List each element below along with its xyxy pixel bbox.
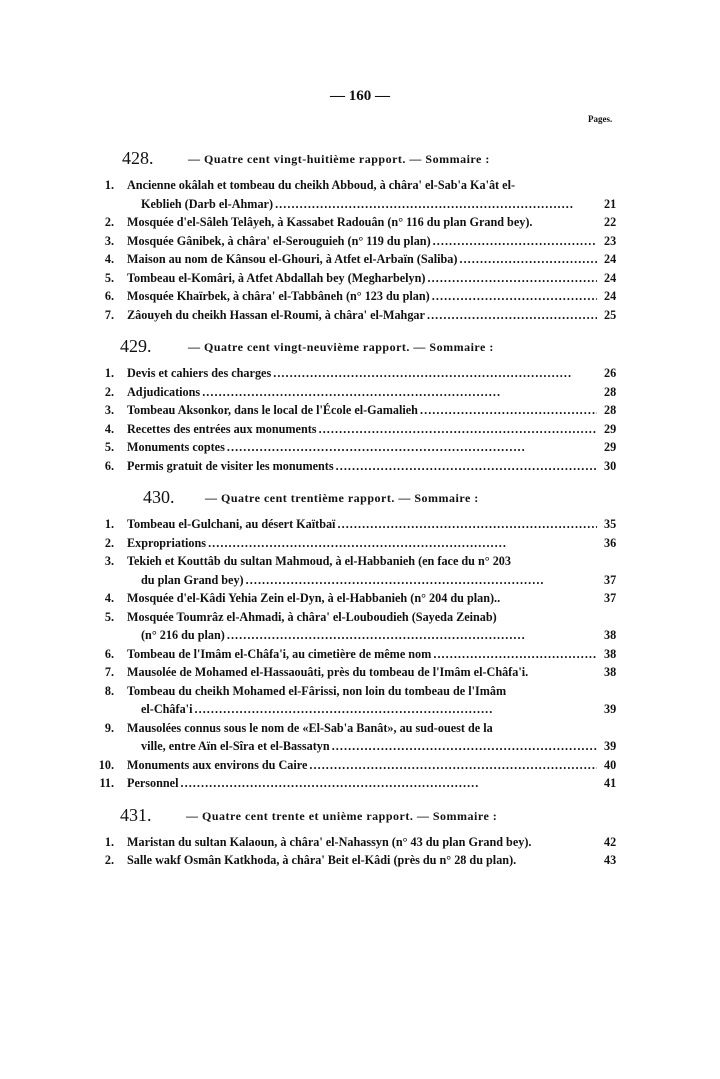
entry-line: Salle wakf Osmân Katkhoda, à châra' Beit el-Kâdi (près du n° 28 du plan). [127,853,517,867]
entry-line: Mausolée de Mohamed el-Hassaouâti, près du tombeau de l'Imâm el-Châfa'i. [127,665,529,679]
entry-line: du plan Grand bey) . . . [127,571,597,590]
entry-text [127,663,597,682]
entry-line: Mosquée d'el-Sâleh Telâyeh, à Kassabet Radouân (n° 116 du plan Grand bey). [127,215,533,229]
entry-text [127,438,597,457]
entry-number: 6. [104,458,114,473]
entry-number: 11. [99,776,114,790]
entry-line: Tombeau el-Komâri, à Atfet Abdallah bey (Megharbelyn) . . . [127,269,597,288]
entry-number: 1. [104,178,114,192]
entry-list [0,364,720,475]
entry-list [0,515,720,793]
entry-line: Permis gratuit de visiter les monuments . . . [127,457,597,476]
entry-page: 39 [604,739,617,753]
entry-number: 4. [104,591,114,605]
section-number: 430. [143,487,175,507]
entry-page: 40 [604,757,617,772]
entry-number: 2. [104,853,114,867]
entry-line: ville, entre Aïn el-Sîra et el-Bassatyn . . . [127,737,597,756]
list-item [0,232,720,251]
entry-number: 3. [104,554,114,568]
entry-number: 1. [104,366,114,380]
section-title: — Quatre cent vingt-neuvième rapport. — Sommaire : [188,340,494,354]
entry-page: 24 [604,289,617,303]
entry-line: Personnel . . . [127,774,597,793]
entry-text [127,420,597,439]
entry-text [127,269,597,288]
entry-text [127,306,597,325]
section-heading [0,803,720,833]
entry-number: 10. [98,757,114,772]
entry-page: 25 [604,307,617,322]
list-item [0,250,720,269]
entry-number: 8. [104,683,114,698]
entry-number: 6. [104,289,114,303]
entry-page: 29 [604,421,617,436]
list-item [0,515,720,534]
section-title: — Quatre cent trentième rapport. — Sommaire : [205,491,479,505]
entry-page: 37 [604,572,617,587]
entry-page: 28 [604,384,617,399]
entry-page: 24 [604,252,617,266]
report-section [0,334,720,475]
section-title: — Quatre cent trente et unième rapport. — Sommaire : [186,808,498,823]
list-item [0,645,720,664]
entry-number: 6. [104,646,114,661]
page-number: — 160 — [330,88,390,104]
list-item [0,176,720,213]
entry-line: Tombeau du cheikh Mohamed el-Fârissi, non loin du tombeau de l'Imâm [127,683,507,698]
entry-text [127,589,597,608]
entry-line: Mosquée Gânibek, à châra' el-Serouguieh (n° 119 du plan) . . . [127,232,597,251]
list-item [0,756,720,775]
entry-number: 2. [104,535,114,550]
entry-page: 42 [604,834,617,849]
entry-line: Tombeau Aksonkor, dans le local de l'École el-Gamalieh . . . [127,401,597,420]
entry-page: 22 [604,215,617,229]
entry-line: (n° 216 du plan) . . . [127,626,597,645]
entry-text [127,364,597,383]
entry-text [127,534,597,553]
entry-line: Zâouyeh du cheikh Hassan el-Roumi, à châra' el-Mahgar . . . [127,306,597,325]
section-number: 431. [120,804,152,825]
entry-number: 4. [104,252,114,266]
entry-text [127,176,597,213]
list-item [0,552,720,589]
entry-number: 7. [104,307,114,322]
entry-list [0,833,720,870]
entry-line: Tombeau de l'Imâm el-Châfa'i, au cimetière de même nom . . . [127,645,597,664]
entry-number: 1. [104,834,114,849]
list-item [0,213,720,232]
section-number: 428. [122,148,154,168]
entry-number: 4. [104,421,114,436]
entry-line: Recettes des entrées aux monuments . . . [127,420,597,439]
entry-text [127,608,597,645]
list-item [0,364,720,383]
entry-line: el-Châfa'i . . . [127,700,597,719]
entry-page: 24 [604,270,617,285]
entry-text [127,250,597,269]
list-item [0,608,720,645]
entry-line: Monuments coptes . . . [127,438,597,457]
list-item [0,383,720,402]
entry-number: 2. [104,384,114,399]
list-item [0,269,720,288]
section-heading [0,146,720,176]
entry-line: Adjudications . . . [127,383,597,402]
entry-page: 41 [604,776,617,790]
entry-number: 7. [104,665,114,679]
entry-page: 37 [604,591,617,605]
entry-page: 38 [604,665,617,679]
list-item [0,306,720,325]
pages-column-label: Pages. [588,114,613,124]
list-item [0,682,720,719]
entry-number: 2. [104,215,114,229]
entry-number: 5. [104,440,114,454]
entry-text [127,515,597,534]
entry-text [127,213,597,232]
entry-text [127,401,597,420]
entry-page: 28 [604,403,617,417]
entry-text [127,756,597,775]
entry-text [127,645,597,664]
entry-text [127,851,597,870]
table-of-contents [0,146,720,880]
entry-number: 1. [104,517,114,531]
entry-page: 26 [604,366,617,380]
entry-text [127,719,597,756]
entry-line: Mosquée Khaïrbek, à châra' el-Tabbâneh (n° 123 du plan) . . . [127,287,597,306]
entry-line: Mosquée d'el-Kâdi Yehia Zein el-Dyn, à el-Habbanieh (n° 204 du plan).. [127,591,501,605]
entry-line: Mosquée Toumrâz el-Ahmadi, à châra' el-Louboudieh (Sayeda Zeinab) [127,609,497,624]
entry-page: 38 [604,628,617,642]
entry-line: Devis et cahiers des charges . . . [127,364,597,383]
entry-line: Maristan du sultan Kalaoun, à châra' el-Nahassyn (n° 43 du plan Grand bey). [127,834,532,849]
list-item [0,438,720,457]
entry-number: 5. [104,270,114,285]
entry-page: 35 [604,517,617,531]
list-item [0,287,720,306]
section-title: — Quatre cent vingt-huitième rapport. — Sommaire : [188,152,490,166]
entry-line: Tombeau el-Gulchani, au désert Kaïtbaï . . . [127,515,597,534]
entry-number: 9. [104,720,114,735]
entry-line: Maison au nom de Kânsou el-Ghouri, à Atfet el-Arbaïn (Saliba) . . . [127,250,597,269]
entry-list [0,176,720,324]
entry-page: 38 [604,646,617,661]
list-item [0,401,720,420]
section-heading [0,485,720,515]
entry-number: 3. [104,403,114,417]
entry-line: Mausolées connus sous le nom de «El-Sab'a Banât», au sud-ouest de la [127,720,493,735]
entry-line: Tekieh et Kouttâb du sultan Mahmoud, à el-Habbanieh (en face du n° 203 [127,554,511,568]
entry-text [127,287,597,306]
list-item [0,851,720,870]
entry-page: 29 [604,440,617,454]
entry-number: 5. [104,609,114,624]
entry-text [127,383,597,402]
entry-page: 36 [604,535,617,550]
section-number: 429. [120,336,152,356]
entry-page: 21 [604,196,617,211]
entry-text [127,833,597,852]
entry-text [127,682,597,719]
entry-text [127,457,597,476]
entry-line: Keblieh (Darb el-Ahmar) . . . [127,195,597,214]
entry-page: 23 [604,233,617,248]
report-section [0,485,720,793]
section-heading [0,334,720,364]
list-item [0,663,720,682]
list-item [0,774,720,793]
report-section [0,803,720,870]
report-section [0,146,720,324]
list-item [0,420,720,439]
entry-line: Ancienne okâlah et tombeau du cheikh Abboud, à châra' el-Sab'a Ka'ât el- [127,178,516,192]
entry-text [127,774,597,793]
list-item [0,534,720,553]
entry-page: 43 [604,853,617,867]
list-item [0,833,720,852]
list-item [0,457,720,476]
entry-text [127,232,597,251]
entry-page: 39 [604,702,617,716]
entry-text [127,552,597,589]
list-item [0,589,720,608]
entry-line: Expropriations . . . [127,534,597,553]
list-item [0,719,720,756]
entry-number: 3. [104,233,114,248]
entry-page: 30 [604,458,617,473]
entry-line: Monuments aux environs du Caire . . . [127,756,597,775]
